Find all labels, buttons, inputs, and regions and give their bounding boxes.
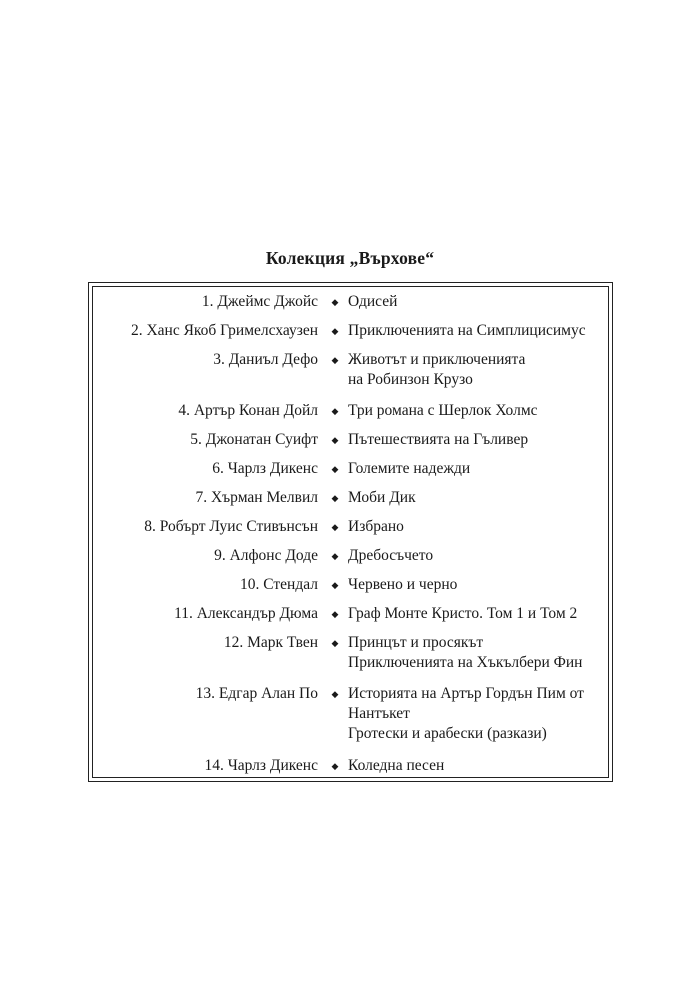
entry-titles (348, 430, 528, 450)
entry-author: 8. Робърт Луис Стивънсън (144, 518, 318, 535)
diamond-bullet-icon: ◆ (331, 638, 339, 648)
entry-titles (348, 488, 416, 508)
entry-titles (348, 321, 586, 341)
entry-title: Гротески и арабески (разкази) (348, 725, 547, 742)
entry-author: 2. Ханс Якоб Гримелсхаузен (130, 322, 318, 339)
entry-titles (348, 575, 457, 595)
entry-author: 13. Едгар Алан По (195, 685, 318, 702)
entry-titles (348, 459, 470, 479)
entry-titles (348, 350, 525, 390)
diamond-bullet-icon: ◆ (331, 522, 339, 532)
entry-titles (348, 633, 582, 673)
entry-title: Дребосъчето (348, 547, 434, 564)
entry-title: Принцът и просякът (348, 634, 484, 651)
entry-author: 12. Марк Твен (223, 634, 318, 651)
diamond-bullet-icon: ◆ (331, 609, 339, 619)
entry-title: на Робинзон Крузо (348, 371, 473, 388)
diamond-bullet-icon: ◆ (331, 435, 339, 445)
entry-titles (348, 684, 584, 744)
diamond-bullet-icon: ◆ (331, 297, 339, 307)
diamond-bullet-icon: ◆ (331, 689, 339, 699)
diamond-bullet-icon: ◆ (331, 355, 339, 365)
entry-title: Големите надежди (348, 460, 471, 477)
diamond-bullet-icon: ◆ (331, 406, 339, 416)
entry-title: Нантъкет (348, 705, 410, 722)
entry-titles (348, 401, 538, 421)
diamond-bullet-icon: ◆ (331, 464, 339, 474)
entry-title: Приключенията на Хъкълбери Фин (348, 654, 583, 671)
entry-author: 6. Чарлз Дикенс (212, 460, 318, 477)
entry-titles (348, 756, 444, 776)
entry-author: 1. Джеймс Джойс (201, 293, 318, 310)
entry-titles (348, 604, 577, 624)
entry-author: 10. Стендал (240, 576, 318, 593)
diamond-bullet-icon: ◆ (331, 761, 339, 771)
entry-title: Коледна песен (348, 757, 445, 774)
entry-author: 4. Артър Конан Дойл (178, 402, 318, 419)
entry-author: 3. Даниъл Дефо (213, 351, 318, 368)
diamond-bullet-icon: ◆ (331, 493, 339, 503)
page-title: Колекция „Върхове“ (265, 248, 435, 268)
entry-titles (348, 292, 397, 312)
entry-title: Приключенията на Симплицисимус (348, 322, 586, 339)
entry-author: 14. Чарлз Дикенс (204, 757, 318, 774)
entry-titles (348, 546, 433, 566)
entry-titles (348, 517, 404, 537)
diamond-bullet-icon: ◆ (331, 580, 339, 590)
entry-title: Пътешествията на Гъливер (348, 431, 529, 448)
entry-title: Три романа с Шерлок Холмс (348, 402, 538, 419)
entry-author: 9. Алфонс Доде (214, 547, 318, 564)
entry-title: Избрано (348, 518, 404, 535)
entry-title: Червено и черно (348, 576, 458, 593)
entry-title: Животът и приключенията (348, 351, 526, 368)
entry-title: Моби Дик (348, 489, 416, 506)
entry-author: 5. Джонатан Суифт (190, 431, 318, 448)
entry-title: Одисей (348, 293, 398, 310)
entry-author: 7. Хърман Мелвил (195, 489, 318, 506)
diamond-bullet-icon: ◆ (331, 551, 339, 561)
entry-title: Граф Монте Кристо. Том 1 и Том 2 (348, 605, 578, 622)
diamond-bullet-icon: ◆ (331, 326, 339, 336)
entry-title: Историята на Артър Гордън Пим от (348, 685, 584, 702)
entry-author: 11. Александър Дюма (174, 605, 318, 622)
